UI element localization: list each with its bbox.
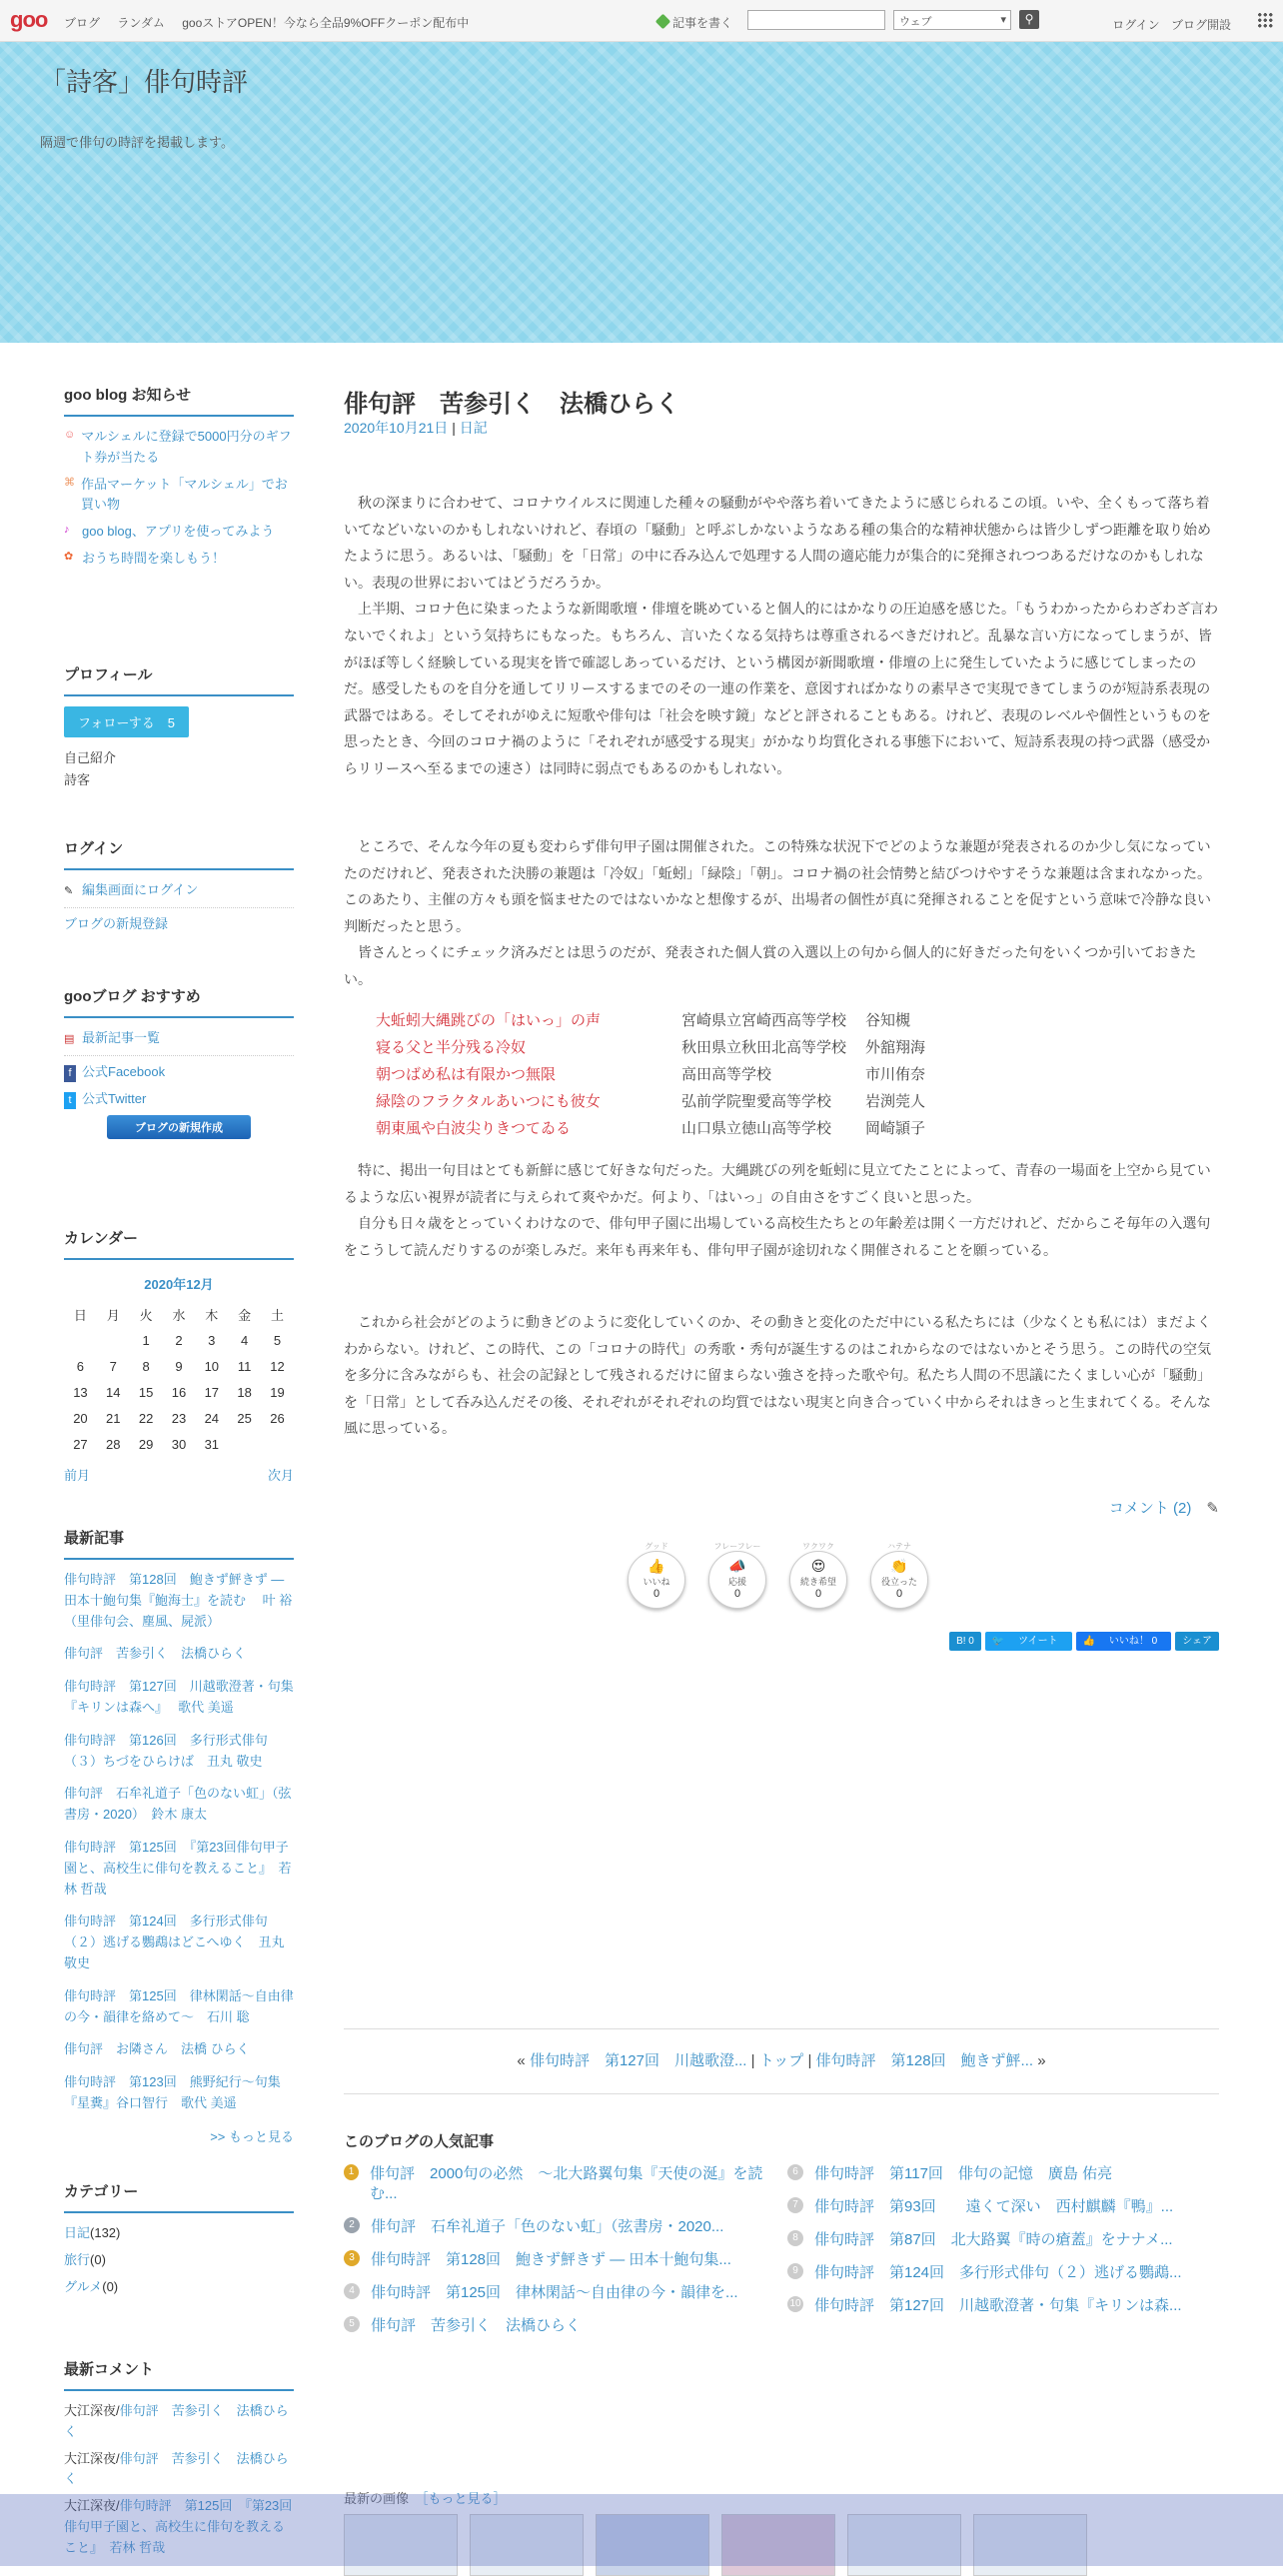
calendar-day: 11 — [237, 1358, 252, 1374]
popular-post-link[interactable]: 俳句時評 第127回 川越歌澄著・句集『キリンは森... — [814, 2297, 1182, 2314]
reaction-count: 0 — [733, 1588, 741, 1600]
reaction-button[interactable] — [868, 1541, 930, 1609]
reaction-label: いいね — [642, 1577, 670, 1587]
weekday-label: 日 — [73, 1307, 87, 1323]
next-month-link[interactable]: 次月 — [267, 1468, 294, 1483]
calendar-day — [64, 1327, 97, 1353]
calendar-day: 25 — [237, 1410, 252, 1426]
haiku-row — [376, 1088, 925, 1115]
weekday-label: 木 — [205, 1307, 219, 1323]
rank-badge: 7 — [787, 2197, 803, 2213]
calendar-day: 6 — [76, 1358, 85, 1374]
login-heading: ログイン — [64, 837, 294, 870]
haiku-author: 谷知槻 — [865, 1012, 911, 1029]
popular-item — [787, 2296, 1207, 2316]
post-meta: 2020年10月21日 | 日記 — [344, 420, 488, 436]
post-title[interactable]: 俳句評 苦参引く 法橋ひらく — [344, 391, 679, 418]
haiku-row — [376, 1115, 925, 1142]
recommend-section — [64, 985, 294, 1139]
recent-post-link[interactable]: 俳句評 苦参引く 法橋ひらく — [64, 1646, 247, 1662]
recent-list-link[interactable]: 最新記事一覧 — [82, 1030, 161, 1045]
calendar-day: 16 — [171, 1384, 187, 1400]
recent-image-thumb[interactable] — [973, 2514, 1087, 2576]
reaction-icon: 📣 — [728, 1558, 746, 1574]
prev-post-link[interactable]: 俳句時評 第127回 川越歌澄... — [529, 2052, 747, 2069]
calendar-day: 24 — [204, 1410, 220, 1426]
follow-button[interactable]: フォローする 5 — [64, 706, 189, 737]
notice-heading: goo blog お知らせ — [64, 384, 294, 417]
popular-post-link[interactable]: 俳句評 2000句の必然 ～北大路翼句集『天使の涎』を読む... — [369, 2165, 763, 2202]
rank-badge: 3 — [344, 2250, 360, 2266]
post-body-section-4 — [344, 1309, 1219, 1442]
calendar-table — [64, 1301, 294, 1457]
hatena-bookmark-button[interactable]: B! 0 — [949, 1632, 981, 1651]
calendar-day: 13 — [73, 1384, 88, 1400]
popular-item — [344, 2316, 763, 2336]
category-section: カテゴリー 日記(132) 旅行(0) グルメ(0) — [64, 2180, 294, 2303]
rank-badge: 5 — [344, 2316, 360, 2332]
calendar-day: 30 — [171, 1436, 187, 1452]
search-scope-select[interactable]: ウェブ ▾ — [893, 10, 1011, 30]
post-body-section-2 — [344, 833, 1219, 993]
paragraph: 特に、掲出一句目はとても新鮮に感じて好きな句だった。大縄跳びの列を蚯蚓に見立てたことによって、青春の一場面を上空から見ているような広い視界が読者に与えられて爽やかだ。何より、「はいっ」の自由さをすごく良いと思った。 — [344, 1162, 1211, 1205]
reaction-label: 役立った — [880, 1577, 917, 1587]
calendar-day: 12 — [270, 1358, 285, 1374]
paragraph: ところで、そんな今年の夏も変わらず俳句甲子園は開催された。この特殊な状況下でどのような兼題が発表されるのか少し気になっていたのだけれど、発表された決勝の兼題は「冷奴」「蚯蚓」「緑陰」「朝」。コロナ禍の社会情勢と結びつけやすそうな兼題は含まれなかった。このあたり、主催の方々も頭を悩ませたのではないかなと想像するが、出場者の個性が真に発揮されることを促すという意味で冷静な良い判断だったと思う。 — [344, 838, 1211, 934]
pencil-icon: ✎ — [1206, 1500, 1219, 1517]
recent-post-link[interactable]: 俳句時評 第126回 多行形式俳句（３）ちづをひらけば 丑丸 敬史 — [64, 1732, 268, 1769]
reaction-label: 続き希望 — [799, 1577, 836, 1587]
reaction-circle — [870, 1551, 928, 1609]
calendar-week — [64, 1431, 294, 1457]
recent-posts-section — [64, 1527, 294, 2145]
calendar-day: 18 — [237, 1384, 252, 1400]
popular-list-left — [344, 2164, 763, 2349]
recent-image-thumb[interactable] — [721, 2514, 835, 2576]
reaction-circle — [708, 1551, 766, 1609]
nav-random[interactable]: ランダム — [117, 16, 165, 30]
popular-post-link[interactable]: 俳句時評 第128回 鮑きず鮃きず ― 田本十鮑句集... — [371, 2251, 731, 2268]
calendar-heading: カレンダー — [64, 1227, 294, 1260]
share-buttons — [945, 1632, 1219, 1651]
recent-image-thumb[interactable] — [470, 2514, 584, 2576]
calendar-day: 2 — [175, 1332, 183, 1348]
comment-user: 大江深夜 — [64, 2450, 117, 2466]
haiku-author: 岡崎頴子 — [865, 1120, 926, 1137]
calendar-month: 2020年12月 — [144, 1277, 214, 1292]
reaction-circle — [628, 1551, 685, 1609]
rank-badge: 1 — [344, 2164, 359, 2180]
comment-post-link[interactable]: 俳句評 苦参引く 法橋ひらく — [64, 2403, 289, 2439]
home-icon: ✿ — [64, 550, 74, 563]
popular-post-link[interactable]: 俳句時評 第117回 俳句の記憶 廣島 佑亮 — [814, 2165, 1113, 2182]
weekday-label: 土 — [271, 1307, 285, 1323]
global-topbar — [0, 0, 1283, 42]
popular-item — [344, 2283, 763, 2303]
reaction-circle — [789, 1551, 847, 1609]
rank-badge: 9 — [787, 2263, 803, 2279]
weekday-label: 金 — [238, 1307, 252, 1323]
calendar-day: 9 — [175, 1358, 183, 1374]
recent-post-link[interactable]: 俳句時評 第125回 律林閑話～自由律の今・韻律を絡めて～ 石川 聡 — [64, 1987, 294, 2024]
recent-posts-heading: 最新記事 — [64, 1527, 294, 1560]
reaction-tag: グッド — [644, 1542, 668, 1551]
global-nav — [64, 14, 483, 31]
haiku-row — [376, 1007, 925, 1034]
notice-section — [64, 384, 294, 576]
calendar-day: 8 — [142, 1358, 150, 1374]
facebook-link[interactable]: 公式Facebook — [82, 1063, 166, 1079]
haiku-author: 外舘翔海 — [865, 1039, 926, 1056]
blog-header — [0, 42, 1283, 343]
comment-user: 大江深夜 — [64, 2403, 117, 2418]
reaction-button[interactable] — [706, 1541, 768, 1609]
profile-heading: プロフィール — [64, 663, 294, 696]
calendar-day: 21 — [106, 1410, 121, 1426]
calendar-day — [97, 1327, 130, 1353]
twitter-icon: t — [64, 1092, 76, 1110]
facebook-like-button[interactable]: 👍 いいね！ 0 — [1076, 1632, 1172, 1651]
reaction-label: 応援 — [727, 1577, 746, 1587]
calendar-day: 29 — [138, 1436, 154, 1452]
music-icon: ♪ — [64, 524, 70, 537]
recent-comments-heading: 最新コメント — [64, 2358, 294, 2391]
popular-list-right — [787, 2164, 1207, 2329]
blog-title[interactable]: 「詩客」俳句時評 — [40, 68, 249, 97]
rank-badge: 10 — [787, 2296, 803, 2312]
haiku-text: 寝る父と半分残る冷奴 — [376, 1039, 527, 1056]
recent-post-link[interactable]: 俳句時評 第127回 川越歌澄著・句集『キリンは森へ』 歌代 美遥 — [64, 1679, 294, 1715]
haiku-text: 緑陰のフラクタルあいつにも彼女 — [376, 1093, 601, 1110]
paragraph: 上半期、コロナ色に染まったような新聞歌壇・俳壇を眺めていると個人的にはかなりの圧迫感を感じた。「もうわかったからわざわざ言わないでくれよ」という気持ちにもなった。もちろん、言いたくなる気持ちは尊重されるべきだけれど。乱暴な言い方になってしまうが、皆がほぼ等しく経験している現実を皆で確認しあっているだけ、という構図が新聞歌壇・俳壇の上に発生していたように感じてしまったのだ。感受したものを自分を通してリリースするまでのその一連の作業を、意図すればかなりの素早さで実現できてしまうのが短詩系表現の武器ではある。そしてそれがゆえに短歌や俳句は「社会を映す鏡」などと評されることもある。けれど、表現のレベルや個性というものを思ったとき、今回のコロナ禍のように「それぞれが感受する現実」がかなり均質化される事態下において、短詩系表現の持つ武器（感受からリリースへ至るまでの速さ）は同時に弱点でもあるのかもしれない。 — [344, 601, 1218, 776]
open-blog-link[interactable]: ブログ開設 — [1170, 18, 1231, 32]
new-register-link[interactable]: ブログの新規登録 — [64, 915, 169, 931]
account-actions — [1104, 16, 1231, 33]
recent-post-link[interactable]: 俳句時評 第124回 多行形式俳句（２）逃げる鸚鵡はどこへゆく 丑丸 敬史 — [64, 1914, 285, 1970]
reaction-count: 0 — [814, 1588, 822, 1600]
calendar-day: 28 — [106, 1436, 121, 1452]
share-button[interactable]: シェア — [1175, 1632, 1219, 1651]
popular-heading: このブログの人気記事 — [344, 2133, 495, 2150]
apps-grid-icon[interactable] — [1257, 12, 1273, 28]
calendar-week — [64, 1353, 294, 1379]
haiku-school: 山口県立徳山高等学校 — [681, 1120, 832, 1137]
popular-post-link[interactable]: 俳句時評 第87回 北大路翼『時の瘡蓋』をナナメ... — [814, 2231, 1173, 2248]
calendar-day — [228, 1431, 261, 1457]
popular-post-link[interactable]: 俳句評 石牟礼道子「色のない虹」（弦書房・2020... — [371, 2218, 724, 2235]
comment-link[interactable]: コメント (2) ✎ — [1108, 1500, 1219, 1517]
search-icon[interactable]: ⚲ — [1019, 10, 1039, 29]
popular-item — [344, 2217, 763, 2237]
reaction-icon: 😍 — [810, 1558, 826, 1574]
haiku-school: 弘前学院聖愛高等学校 — [681, 1093, 832, 1110]
top-link[interactable]: トップ — [758, 2052, 804, 2069]
reaction-buttons — [626, 1541, 949, 1609]
haiku-list — [376, 1007, 925, 1142]
comment-user: 大江深夜 — [64, 2498, 117, 2514]
popular-post-link[interactable]: 俳句評 苦参引く 法橋ひらく — [371, 2317, 582, 2334]
blog-description: 隔週で俳句の時評を掲載します。 — [40, 135, 234, 150]
post-pager: « 俳句時評 第127回 川越歌澄... | トップ | 俳句時評 第128回 鮑きず鮃... » — [344, 2028, 1219, 2094]
recent-post-link[interactable]: 俳句時評 第123回 熊野紀行～句集『星糞』谷口智行 歌代 美遥 — [64, 2074, 281, 2110]
notice-link-2[interactable]: 作品マーケット「マルシェル」でお買い物 — [81, 476, 288, 513]
write-article-button[interactable]: 記事を書く — [657, 14, 732, 31]
calendar-day — [261, 1431, 294, 1457]
recent-image-thumb[interactable] — [847, 2514, 961, 2576]
market-icon: ⌘ — [64, 476, 75, 489]
calendar-day: 15 — [138, 1384, 154, 1400]
recent-image-thumb[interactable] — [596, 2514, 709, 2576]
next-post-link[interactable]: 俳句時評 第128回 鮑きず鮃... — [815, 2052, 1034, 2069]
calendar-day: 22 — [138, 1410, 154, 1426]
pencil-icon — [655, 14, 671, 30]
rank-badge: 6 — [787, 2164, 803, 2180]
profile-name: 詩客 — [64, 772, 91, 787]
reaction-button[interactable] — [787, 1541, 849, 1609]
haiku-author: 市川侑奈 — [865, 1066, 926, 1083]
haiku-row — [376, 1034, 925, 1061]
popular-item — [344, 2164, 763, 2204]
calendar-day: 26 — [270, 1410, 285, 1426]
category-diary-link[interactable]: 日記 — [64, 2225, 91, 2240]
calendar-day: 10 — [204, 1358, 220, 1374]
notice-link-1[interactable]: マルシェルに登録で5000円分のギフト券が当たる — [81, 429, 292, 465]
popular-post-link[interactable]: 俳句時評 第93回 遠くて深い 西村麒麟『鴨』... — [814, 2198, 1174, 2215]
recent-image-thumb[interactable] — [344, 2514, 458, 2576]
paragraph: これから社会がどのように動きどのように変化していくのか、その動きと変化のただ中にいる私たちには（少なくとも私には）まだよくわからない。けれど、この時代、この「コロナの時代」の秀歌・秀句が誕生するのはこれからなのではないかとそう思う。この時代の空気を多分に含みながらも、社会の記録として残されるだけに留まらない強さを持った歌や句。私たち人間の不思議にたくましい心が「騒動」を「日常」として呑み込んだその後、それぞれがそれぞれの均質ではない現実と向き合っていく中からそれはきっと生まれてくる。そんな風に思っている。 — [344, 1314, 1211, 1437]
post-category-link[interactable]: 日記 — [459, 420, 488, 436]
haiku-school: 宮崎県立宮崎西高等学校 — [681, 1012, 847, 1029]
nav-store-promo[interactable]: gooストアOPEN！今なら全品9%OFFクーポン配布中 — [182, 16, 470, 30]
reaction-icon: 👍 — [647, 1558, 665, 1574]
haiku-author: 岩渕莞人 — [865, 1093, 926, 1110]
reaction-tag: ワクワク — [802, 1542, 834, 1551]
prev-month-link[interactable]: 前月 — [64, 1468, 91, 1483]
calendar-day: 3 — [208, 1332, 216, 1348]
haiku-text: 朝つばめ私は有限かつ無限 — [376, 1066, 557, 1083]
calendar-week — [64, 1379, 294, 1405]
facebook-icon: f — [64, 1065, 76, 1083]
calendar-day: 4 — [241, 1332, 249, 1348]
recent-post-link[interactable]: 俳句評 お隣さん 法橋 ひらく — [64, 2041, 250, 2057]
recent-images-heading: 最新の画像 ［もっと見る］ — [344, 2491, 507, 2506]
haiku-school: 秋田県立秋田北高等学校 — [681, 1039, 847, 1056]
calendar-day: 14 — [106, 1384, 121, 1400]
weekday-label: 月 — [106, 1307, 120, 1323]
weekday-label: 水 — [172, 1307, 186, 1323]
post-body-section-3 — [344, 1157, 1219, 1263]
calendar-week — [64, 1327, 294, 1353]
calendar-section — [64, 1227, 294, 1484]
paragraph: 秋の深まりに合わせて、コロナウイルスに関連した種々の騒動がやや落ち着いてきたように感じられるこの頃。いや、全くもって落ち着いてなどいないのかもしれないけれど、春頃の「騒動」と呼ぶしかないようなある種の集合的な精神状態からは皆少しずつ距離を取り始めたように思う。あるいは、「騒動」を「日常」の中に呑み込んで処理する人間の適応能力が集合的に発揮されつつあるだけなのかもしれない。表現の世界においてはどうだろうか。 — [344, 495, 1211, 591]
popular-post-link[interactable]: 俳句時評 第124回 多行形式俳句（２）逃げる鸚鵡... — [814, 2264, 1182, 2281]
rank-badge: 8 — [787, 2230, 803, 2246]
paragraph: 皆さんとっくにチェック済みだとは思うのだが、発表された個人賞の入選以上の句から個人的に好きだった句をいくつか引いておきたい。 — [344, 944, 1197, 987]
comment-post-link[interactable]: 俳句評 苦参引く 法橋ひらく — [64, 2450, 289, 2487]
popular-item — [787, 2230, 1207, 2250]
more-posts-link[interactable]: >> もっと見る — [210, 2128, 294, 2144]
calendar-day: 17 — [204, 1384, 220, 1400]
popular-item — [344, 2250, 763, 2270]
calendar-day: 23 — [171, 1410, 187, 1426]
rank-badge: 4 — [344, 2283, 360, 2299]
paragraph: 自分も日々歳をとっていくわけなので、俳句甲子園に出場している高校生たちとの年齢差は開く一方だけれど、だからこそ毎年の入選句をこうして読んだりするのが楽しみだ。来年も再来年も、俳句甲子園が途切れなく開催されることを願っている。 — [344, 1215, 1211, 1258]
search-input[interactable] — [747, 10, 885, 30]
recent-post-link[interactable]: 俳句時評 第125回 『第23回俳句甲子園と、高校生に俳句を教えること』 若林 哲哉 — [64, 1839, 292, 1897]
nav-blog[interactable]: ブログ — [64, 16, 101, 30]
login-section — [64, 837, 294, 941]
edit-login-link[interactable]: 編集画面にログイン — [82, 882, 199, 897]
reaction-count: 0 — [652, 1588, 660, 1600]
calendar-day: 19 — [270, 1384, 285, 1400]
popular-post-link[interactable]: 俳句時評 第125回 律林閑話～自由律の今・韻律を... — [371, 2284, 738, 2301]
post-body-section-1 — [344, 490, 1219, 782]
new-blog-button[interactable]: ブログの新規作成 — [107, 1115, 251, 1139]
pen-icon: ✎ — [64, 885, 74, 897]
reaction-tag: ハテナ — [887, 1542, 911, 1551]
rank-badge: 2 — [344, 2217, 360, 2233]
haiku-text: 大蚯蚓大縄跳びの「はいっ」の声 — [376, 1012, 602, 1029]
notice-link-4[interactable]: おうち時間を楽しもう！ — [82, 550, 226, 566]
recent-post-link[interactable]: 俳句評 石牟礼道子「色のない虹」（弦書房・2020） 鈴木 康太 — [64, 1786, 292, 1823]
category-gourmet-link[interactable]: グルメ — [64, 2278, 103, 2294]
twitter-link[interactable]: 公式Twitter — [82, 1090, 147, 1106]
recommend-heading: gooブログ おすすめ — [64, 985, 294, 1018]
reaction-tag: フレーフレー — [713, 1542, 761, 1551]
category-travel-link[interactable]: 旅行 — [64, 2251, 91, 2267]
recent-comments-section: 最新コメント 大江深夜/俳句評 苦参引く 法橋ひらく 大江深夜/俳句評 苦参引く 法橋ひらく 大江深夜/俳句時評 第125回 『第23回俳句甲子園と、高校生に俳句を教えること』 若林 哲哉 — [64, 2358, 294, 2565]
calendar-day: 31 — [204, 1436, 220, 1452]
post-date-link[interactable]: 2020年10月21日 — [344, 420, 449, 436]
haiku-text: 朝東風や白波尖りきつてゐる — [376, 1120, 572, 1137]
gift-icon: ☺ — [64, 429, 76, 441]
calendar-day: 20 — [73, 1410, 88, 1426]
weekday-label: 火 — [139, 1307, 153, 1323]
popular-item — [787, 2263, 1207, 2283]
notice-link-3[interactable]: goo blog、アプリを使ってみよう — [82, 524, 275, 540]
calendar-day: 27 — [73, 1436, 88, 1452]
calendar-day: 7 — [109, 1358, 117, 1374]
reaction-count: 0 — [895, 1588, 903, 1600]
category-heading: カテゴリー — [64, 2180, 294, 2213]
reaction-icon: 👏 — [890, 1558, 908, 1574]
self-intro-label: 自己紹介 — [64, 750, 117, 765]
haiku-school: 高田高等学校 — [681, 1066, 772, 1083]
login-link[interactable]: ログイン — [1112, 18, 1160, 32]
more-images-link[interactable]: ［もっと見る］ — [422, 2491, 507, 2506]
goo-logo[interactable]: goo — [10, 7, 48, 32]
calendar-week — [64, 1405, 294, 1431]
profile-section — [64, 663, 294, 791]
haiku-row — [376, 1061, 925, 1088]
popular-item — [787, 2164, 1207, 2184]
tweet-button[interactable]: 🐦 ツイート — [985, 1632, 1072, 1651]
recent-post-link[interactable]: 俳句時評 第128回 鮑きず鮃きず ― 田本十鮑句集『鮑海士』を読む 叶 裕（里俳句会、塵風、屍派） — [64, 1572, 293, 1629]
comment-post-link[interactable]: 俳句時評 第125回 『第23回俳句甲子園と、高校生に俳句を教えること』 若林 哲哉 — [64, 2498, 293, 2555]
popular-item — [787, 2197, 1207, 2217]
list-icon: ▤ — [64, 1033, 75, 1045]
calendar-day: 5 — [273, 1332, 282, 1348]
reaction-button[interactable] — [626, 1541, 687, 1609]
calendar-day: 1 — [142, 1332, 150, 1348]
